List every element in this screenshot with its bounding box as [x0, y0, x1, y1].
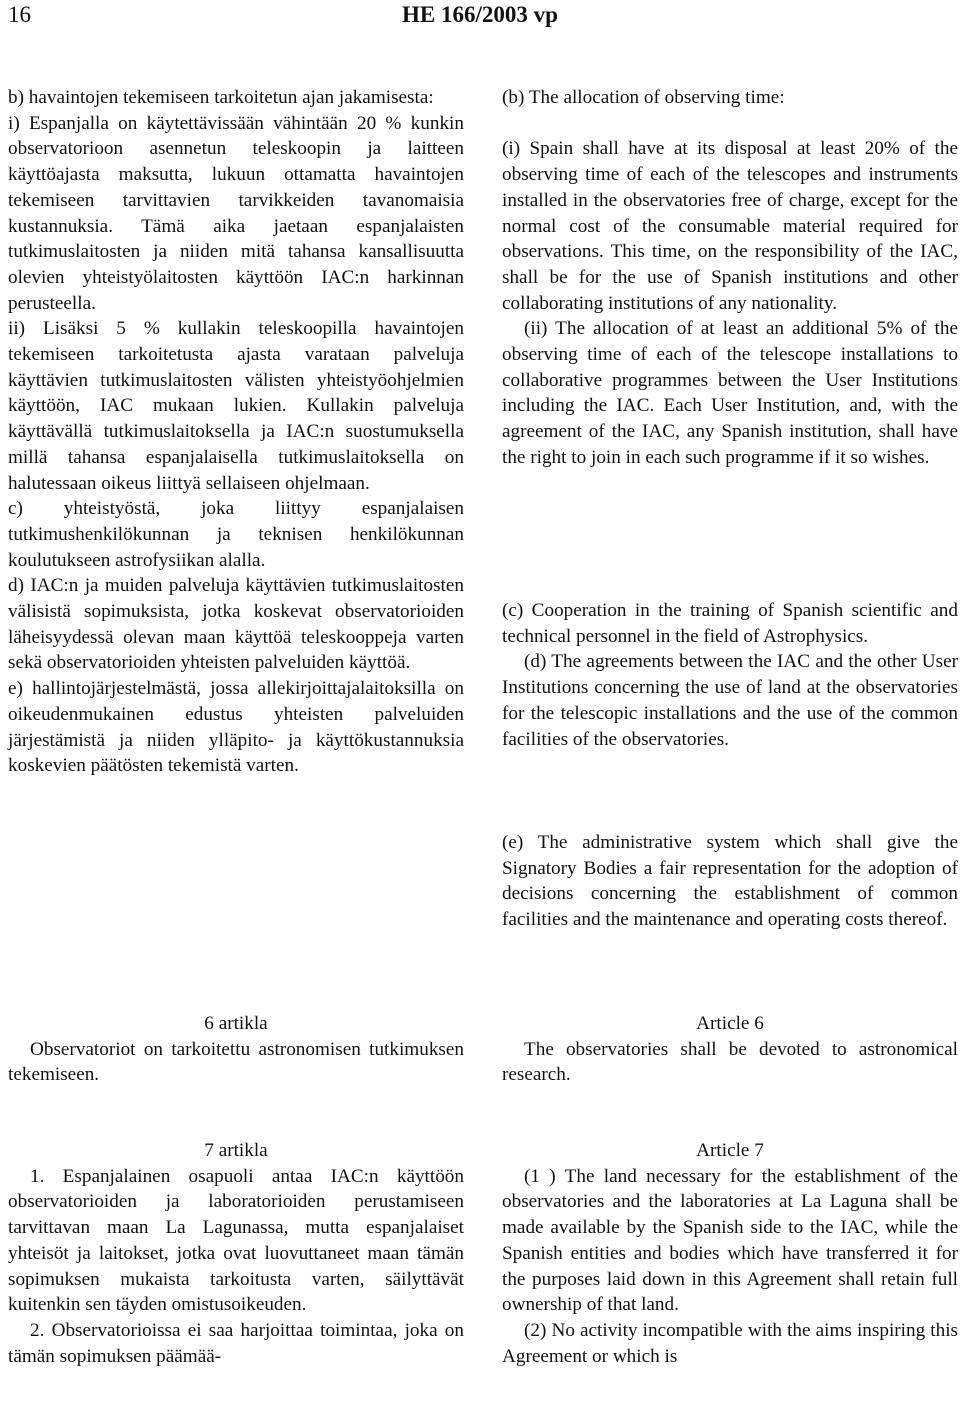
fi-article-6-text: Observatoriot on tarkoitettu astronomisen tutkimuksen tekemiseen.: [8, 1038, 464, 1086]
en-article-6: [502, 1011, 958, 1088]
fi-paragraph-b-intro: b) havaintojen tekemiseen tarkoitetun ajan jakamisesta:: [8, 87, 434, 108]
fi-article-7-title: 7 artikla: [204, 1140, 268, 1161]
fi-article-7: [8, 1138, 464, 1369]
en-section-b: [502, 85, 958, 471]
fi-paragraph-c: c) yhteistyöstä, joka liittyy espanjalaisen tutkimushenkilökunnan ja teknisen henkilökunnan koulutukseen astrofysiikan alalla.: [8, 498, 464, 571]
page-number: 16: [8, 2, 31, 27]
fi-paragraph-b-ii: ii) Lisäksi 5 % kullakin teleskoopilla havaintojen tekemiseen tarkoitetusta ajasta varataan palveluja käyttävien tutkimuslaitosten välisten yhteistyöohjelmien käyttöön, IAC mukaan lukien. Kullakin palveluja käyttävällä tutkimuslaitoksella ja IAC:n suostumuksella millä tahansa espanjalaisella tutkimuslaitoksella on halutessaan oikeus liittyä sellaiseen ohjelmaan.: [8, 318, 464, 494]
en-article-6-title: Article 6: [696, 1013, 764, 1034]
fi-article-6-title: 6 artikla: [204, 1013, 268, 1034]
en-paragraph-d: (d) The agreements between the IAC and the other User Institutions concerning the use of land at the observatories for the telescopic installations and the use of the common facilities of the observatories.: [502, 651, 958, 750]
en-section-c-d: [502, 598, 958, 752]
en-paragraph-e: (e) The administrative system which shall give the Signatory Bodies a fair representation for the adoption of decisions concerning the establishment of common facilities and the maintenance and operating costs thereof.: [502, 832, 958, 931]
fi-section-b: [8, 85, 464, 779]
en-paragraph-b-intro: (b) The allocation of observing time:: [502, 87, 785, 108]
fi-article-7-paragraph-2: 2. Observatorioissa ei saa harjoittaa toimintaa, joka on tämän sopimuksen päämää-: [8, 1319, 464, 1367]
en-section-e: [502, 830, 958, 933]
en-paragraph-c: (c) Cooperation in the training of Spanish scientific and technical personnel in the field of Astrophysics.: [502, 600, 958, 647]
fi-article-7-paragraph-1: 1. Espanjalainen osapuoli antaa IAC:n käyttöön observatorioiden ja laboratorioiden perustamiseen tarvittavan maan La Lagunassa, mutta espanjalaiset yhteisöt ja laitokset, jotka ovat luovuttaneet maan tämän sopimuksen mukaista tarkoitusta varten, säilyttävät kuitenkin sen täyden omistusoikeuden.: [8, 1165, 464, 1316]
fi-article-6: [8, 1011, 464, 1088]
en-article-7-paragraph-1: (1 ) The land necessary for the establishment of the observatories and the laboratories at La Laguna shall be made available by the Spanish side to the IAC, while the Spanish entities and bodies which have transferred it for the purposes laid down in this Agreement shall retain full ownership of that land.: [502, 1165, 958, 1316]
en-paragraph-b-i: (i) Spain shall have at its disposal at least 20% of the observing time of each of the telescopes and instruments installed in the observatories free of charge, except for the normal cost of the consumable material required for observations. This time, on the responsibility of the IAC, shall be for the use of Spanish institutions and other collaborating institutions of any nationality.: [502, 138, 958, 314]
en-article-7-paragraph-2: (2) No activity incompatible with the aims inspiring this Agreement or which is: [502, 1319, 958, 1367]
en-article-7-title: Article 7: [696, 1140, 764, 1161]
en-paragraph-b-ii: (ii) The allocation of at least an additional 5% of the observing time of each of the telescope installations to collaborative programmes between the User Institutions including the IAC. Each User Institution, and, with the agreement of the IAC, any Spanish institution, shall have the right to join in each such programme if it so wishes.: [502, 318, 958, 468]
document-id: HE 166/2003 vp: [402, 2, 558, 27]
fi-paragraph-d: d) IAC:n ja muiden palveluja käyttävien tutkimuslaitosten välisistä sopimuksista, jotka koskevat observatorioiden läheisyydessä olevan maan käyttöä teleskooppeja varten sekä observatorioiden yhteisten palveluiden käyttöä.: [8, 575, 464, 674]
en-article-6-text: The observatories shall be devoted to astronomical research.: [502, 1038, 958, 1086]
en-article-7: [502, 1138, 958, 1369]
fi-paragraph-b-i: i) Espanjalla on käytettävissään vähintään 20 % kunkin observatorioon asennetun teleskoopin ja laitteen käyttöajasta maksutta, lukuun ottamatta havaintojen tekemiseen tarvittavien tarvikkeiden tavanomaisia kustannuksia. Tämä aika jaetaan espanjalaisten tutkimuslaitosten ja niiden mitä tahansa kansallisuutta olevien yhteistyölaitosten käyttöön IAC:n harkinnan perusteella.: [8, 112, 464, 314]
fi-paragraph-e: e) hallintojärjestelmästä, jossa allekirjoittajalaitoksilla on oikeudenmukainen edustus yhteisten palveluiden järjestämistä ja niiden ylläpito- ja käyttökustannuksia koskevien päätösten tekemistä varten.: [8, 678, 464, 777]
